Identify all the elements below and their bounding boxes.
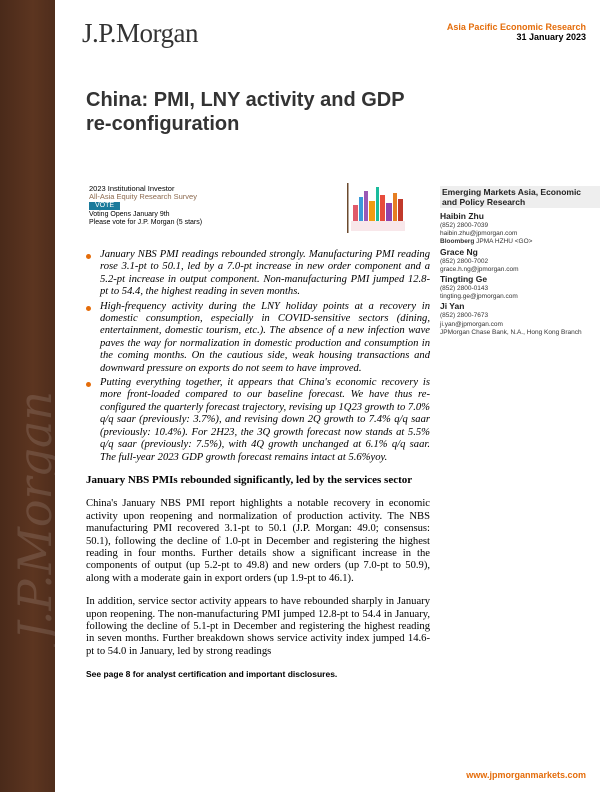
bullet-icon xyxy=(86,382,91,387)
analyst-entity: JPMorgan Chase Bank, N.A., Hong Kong Branch xyxy=(440,328,582,336)
key-points xyxy=(86,249,430,464)
analyst-phone: (852) 2800-7039 xyxy=(440,222,489,229)
main-column xyxy=(86,249,430,679)
report-date: 31 January 2023 xyxy=(516,32,586,42)
disclosure-note: See page 8 for analyst certification and important disclosures. xyxy=(86,669,338,680)
analyst-panel xyxy=(440,186,600,337)
header-info xyxy=(447,22,586,42)
analyst-name: Ji Yan xyxy=(440,301,465,312)
survey-line1: 2023 Institutional Investor xyxy=(89,184,175,193)
bloomberg-label: Bloomberg xyxy=(440,238,475,246)
survey-line4: Please vote for J.P. Morgan (5 stars) xyxy=(89,219,203,226)
page-title: China: PMI, LNY activity and GDP re-configuration xyxy=(86,89,405,135)
analyst-email[interactable]: tingting.ge@jpmorgan.com xyxy=(440,293,518,301)
analyst-email[interactable]: grace.h.ng@jpmorgan.com xyxy=(440,265,519,273)
division: Asia Pacific Economic Research xyxy=(446,22,586,32)
analyst-name: Haibin Zhu xyxy=(440,211,484,221)
analyst-bloomberg xyxy=(440,238,600,246)
bullet-text: High-frequency activity during the LNY holiday points at a recovery in domestic consumption, especially in COVID-sensitive sectors (dining, entertainment, domestic tourism, etc.). The absence of a new infection wave paves the way for normalization in domestic production and consumption in the coming months. On the cautious side, weak housing transactions and downward pressure on exports do not seem to have improved. xyxy=(100,300,430,374)
paragraph: In addition, service sector activity appears to have rebounded sharply in January upon reopening. The non-manufacturing PMI jumped 12.8-pt to 54.4 in January, following the decline of 5.1-pt in December and registering the highest reading in seven months. Further breakdown shows service activity index jumped 14.6-pt to 54.0 in January, led by strong readings xyxy=(86,596,430,657)
team-name: Emerging Markets Asia, Economic and Policy Research xyxy=(440,186,600,208)
bullet-text: January NBS PMI readings rebounded strongly. Manufacturing PMI reading rose 3.1-pt to 50.1, led by a 7.0-pt increase in new order component and a 5.2-pt increase in output component. Non-manufacturing PMI jumped 12.8-pt to 54.4, the highest reading in seven months. xyxy=(100,249,430,298)
bullet-item xyxy=(86,377,430,464)
paragraph: China's January NBS PMI report highlights a notable recovery in economic activity upon reopening and normalization of production activity. The NBS manufacturing PMI recovered 3.1-pt to 50.1 (J.P. Morgan: 49.0; consensus: 50.1), following the decline of 1.0-pt in December and registering the highest reading in four months. Further details show a significant increase in the components of output (up 5.2-pt to 49.8) and new orders (up 7.0-pt to 50.9), along with a moderate gain in export orders (up 1.9-pt to 46.1). xyxy=(86,498,430,584)
analyst-phone: (852) 2800-7673 xyxy=(440,312,489,320)
survey-banner[interactable] xyxy=(89,185,202,227)
bullet-icon xyxy=(86,254,91,259)
bullet-icon xyxy=(86,306,91,311)
bloomberg-ticker: JPMA HZHU <GO> xyxy=(476,238,533,246)
vote-button[interactable]: VOTE xyxy=(89,202,120,210)
analyst-name: Grace Ng xyxy=(440,246,478,257)
website-link[interactable]: www.jpmorganmarkets.com xyxy=(466,770,586,780)
bullet-item xyxy=(86,249,430,299)
city-skyline-image xyxy=(347,183,407,233)
analyst-phone: (852) 2800-0143 xyxy=(440,285,489,293)
brand-sidebar xyxy=(0,0,62,792)
analyst-email[interactable]: haibin.zhu@jpmorgan.com xyxy=(440,230,518,238)
jpmorgan-watermark: J.P.Morgan xyxy=(8,390,62,640)
bullet-text: Putting everything together, it appears that China's economic recovery is more front-loaded compared to our baseline forecast. We have thus re-configured the quarterly forecast trajectory, revising up 1Q23 growth to 7.0% q/q saar (previously: 3.7%), and revising down 2Q growth to 7.4% q/q saar (previously: 10.4%). For 2H23, the 3Q growth forecast now stands at 5.5% q/q saar (previously: 7.5%), with 4Q growth unchanged at 6.1% q/q saar. The full-year 2023 GDP growth forecast remains intact at 5.6%yoy. xyxy=(100,377,430,463)
survey-line3: Voting Opens January 9th xyxy=(89,211,170,218)
survey-line2: All-Asia Equity Research Survey xyxy=(89,192,197,201)
body-text xyxy=(86,474,430,658)
analyst-name: Tingting Ge xyxy=(440,274,488,285)
jpmorgan-logo: J.P.Morgan xyxy=(82,18,199,48)
section-heading: January NBS PMIs rebounded significantly, led by the services sector xyxy=(86,473,413,486)
analyst-email[interactable]: ji.yan@jpmorgan.com xyxy=(440,320,503,328)
bullet-item xyxy=(86,301,430,375)
analyst-phone: (852) 2800-7002 xyxy=(440,257,489,265)
